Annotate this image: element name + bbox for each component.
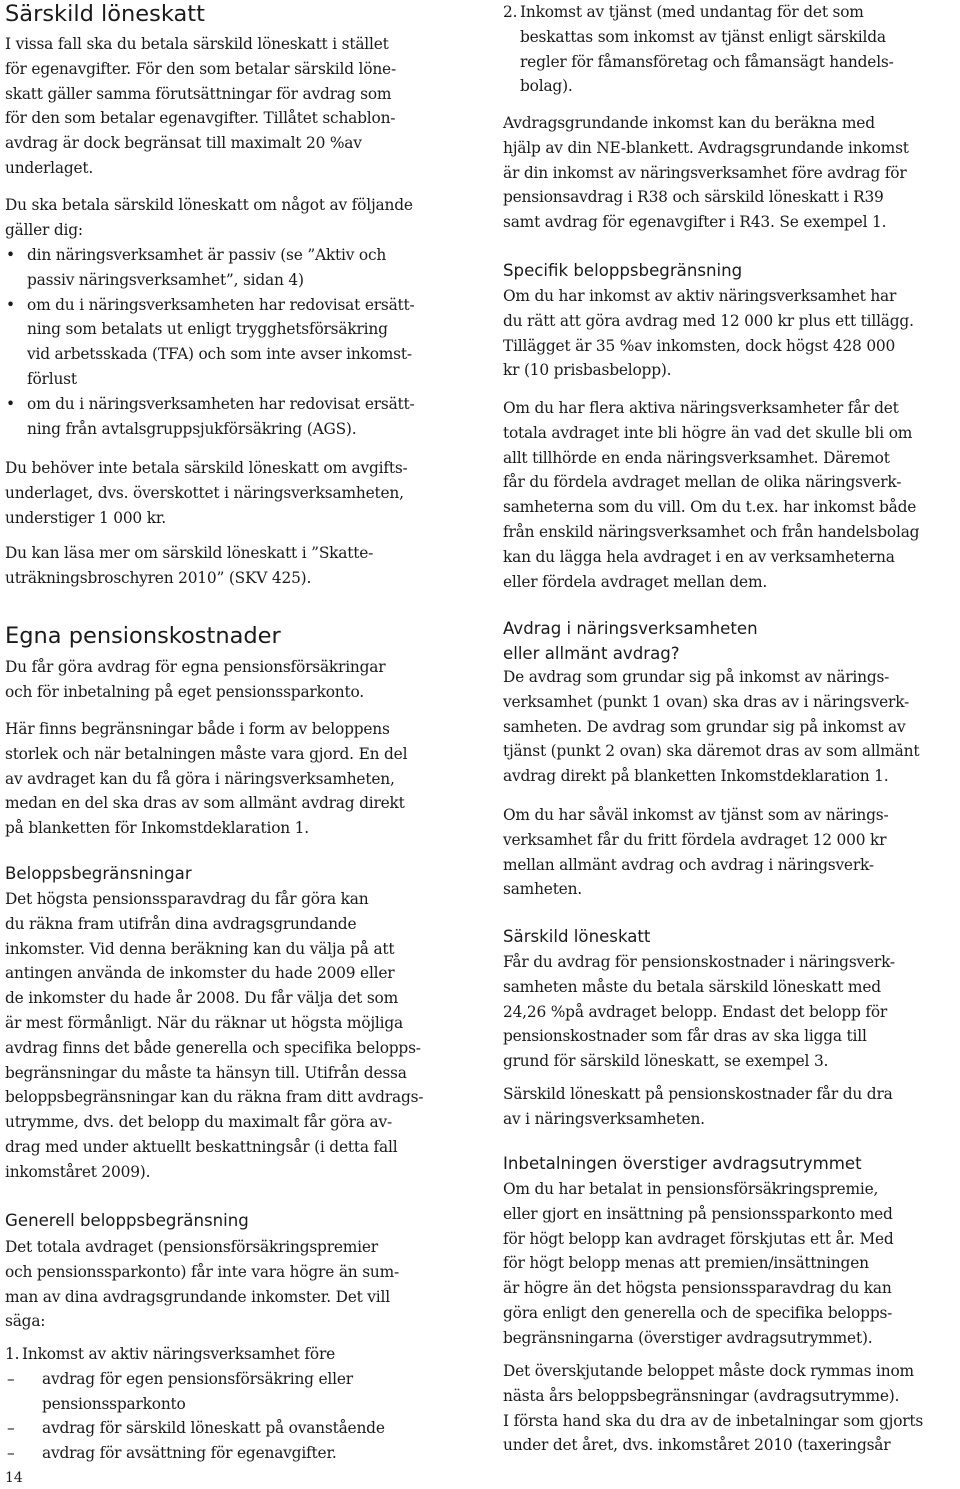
- paragraph: Om du har såväl inkomst av tjänst som av närings- verksamhet får du fritt fördela avdraget 12 000 kr mellan allmänt avdrag och avdrag i näringsverk- samheten.: [503, 806, 889, 899]
- paragraph: Det totala avdraget (pensionsförsäkringspremier och pensionssparkonto) får inte vara högre än sum- man av dina avdragsgrundande inkomster. Det vill säga:: [5, 1238, 400, 1331]
- bullet-list: [5, 243, 468, 441]
- list-item: – avdrag för egen pensionsförsäkring eller pensionssparkonto: [5, 1367, 468, 1417]
- page-number: 14: [5, 1470, 23, 1486]
- paragraph: Du kan läsa mer om särskild löneskatt i ”Skatte- uträkningsbroschyren 2010” (SKV 425).: [5, 544, 374, 587]
- section-title-avdrag-i-naringsverksamheten: Avdrag i näringsverksamheten eller allmänt avdrag?: [503, 619, 758, 663]
- paragraph: Om du har betalat in pensionsförsäkringspremie, eller gjort en insättning på pensionssparkonto med för högt belopp kan avdraget förskjutas ett år. Med för högt belopp menas att premien/insättningen är högre än det högsta pensionssparavdrag du kan göra enligt den generella och de specifika belopps- begränsningarna (överstiger avdragsutrymmet).: [503, 1180, 894, 1347]
- section-title-specifik-beloppsbegransning: Specifik beloppsbegränsning: [503, 261, 743, 280]
- paragraph: Här finns begränsningar både i form av beloppens storlek och när betalningen måste vara gjord. En del av avdraget kan du få göra i näringsverksamheten, medan en del ska dras av som allmänt avdrag direkt på blanketten för Inkomstdeklaration 1.: [5, 720, 408, 838]
- section-title-sarskild-loneskatt-2: Särskild löneskatt: [503, 927, 651, 946]
- section-title-beloppsbegransningar: Beloppsbegränsningar: [5, 864, 192, 883]
- list-item: • om du i näringsverksamheten har redovisat ersätt- ning som betalats ut enligt trygghetsförsäkring vid arbetsskada (TFA) och som inte avser inkomst- förlust: [5, 293, 468, 392]
- paragraph: Får du avdrag för pensionskostnader i näringsverk- samheten måste du betala särskild löneskatt med 24,26 %på avdraget belopp. Endast det belopp för pensionskostnader som får dras av ska ligga till grund för särskild löneskatt, se exempel 3.: [503, 953, 895, 1071]
- paragraph: Du behöver inte betala särskild löneskatt om avgifts- underlaget, dvs. överskottet i näringsverksamheten, understiger 1 000 kr.: [5, 459, 408, 527]
- numbered-item: [503, 0, 958, 99]
- section-title-generell-beloppsbegransning: Generell beloppsbegränsning: [5, 1211, 249, 1230]
- paragraph: Avdragsgrundande inkomst kan du beräkna med hjälp av din NE-blankett. Avdragsgrundande inkomst är din inkomst av näringsverksamhet före avdrag för pensionsavdrag i R38 och särskild löneskatt i R39 samt avdrag för egenavgifter i R43. Se exempel 1.: [503, 114, 909, 232]
- paragraph: Du ska betala särskild löneskatt om något av följande gäller dig:: [5, 196, 413, 239]
- section-title-egna-pensionskostnader: Egna pensionskostnader: [5, 623, 281, 649]
- paragraph: I vissa fall ska du betala särskild löneskatt i stället för egenavgifter. För den som betalar särskild löne- skatt gäller samma förutsättningar för avdrag som för den som betalar egenavgifter. Tillåtet schablon- avdrag är dock begränsat till maximalt 20 %av underlaget.: [5, 35, 396, 177]
- paragraph: Du får göra avdrag för egna pensionsförsäkringar och för inbetalning på eget pensionssparkonto.: [5, 658, 386, 701]
- numbered-item: [5, 1342, 468, 1466]
- list-item: • om du i näringsverksamheten har redovisat ersätt- ning från avtalsgruppsjukförsäkring (AGS).: [5, 392, 468, 442]
- paragraph: Om du har inkomst av aktiv näringsverksamhet har du rätt att göra avdrag med 12 000 kr plus ett tillägg. Tillägget är 35 %av inkomsten, dock högst 428 000 kr (10 prisbasbelopp).: [503, 287, 914, 380]
- list-item: 2. Inkomst av tjänst (med undantag för det som beskattas som inkomst av tjänst enligt särskilda regler för fåmansföretag och fåmansägt handels- bolag).: [503, 3, 894, 96]
- paragraph: Det överskjutande beloppet måste dock rymmas inom nästa års beloppsbegränsningar (avdragsutrymme). I första hand ska du dra av de inbetalningar som gjorts under det året, dvs. inkomståret 2010 (taxeringsår: [503, 1362, 924, 1455]
- section-title-inbetalningen: Inbetalningen överstiger avdragsutrymmet: [503, 1154, 862, 1173]
- paragraph: Om du har flera aktiva näringsverksamheter får det totala avdraget inte bli högre än vad det skulle bli om allt tillhörde en enda näringsverksamhet. Däremot får du fördela avdraget mellan de olika näringsverk- samheterna som du vill. Om du t.ex. har inkomst både från enskild näringsverksamhet och från handelsbolag kan du lägga hela avdraget i en av verksamheterna eller fördela avdraget mellan dem.: [503, 399, 920, 591]
- section-title-sarskild-loneskatt: Särskild löneskatt: [5, 1, 205, 27]
- list-item: – avdrag för särskild löneskatt på ovanstående: [5, 1416, 468, 1441]
- dash-list: [5, 1367, 468, 1466]
- paragraph: Det högsta pensionssparavdrag du får göra kan du räkna fram utifrån dina avdragsgrundande inkomster. Vid denna beräkning kan du välja på att antingen använda de inkomster du hade 2009 eller de inkomster du hade år 2008. Du får välja det som är mest förmånligt. När du räknar ut högsta möjliga avdrag finns det både generella och specifika belopps- begränsningar du måste ta hänsyn till. Utifrån dessa beloppsbegränsningar kan du räkna fram ditt avdrags- utrymme, dvs. det belopp du maximalt får göra av- drag med under aktuellt beskattningsår (i detta fall inkomståret 2009).: [5, 890, 424, 1181]
- list-item: • din näringsverksamhet är passiv (se ”Aktiv och passiv näringsverksamhet”, sidan 4): [5, 243, 468, 293]
- list-item: 1. Inkomst av aktiv näringsverksamhet före: [5, 1345, 336, 1363]
- list-item: – avdrag för avsättning för egenavgifter.: [5, 1441, 468, 1466]
- paragraph: Särskild löneskatt på pensionskostnader får du dra av i näringsverksamheten.: [503, 1085, 893, 1128]
- paragraph: De avdrag som grundar sig på inkomst av närings- verksamhet (punkt 1 ovan) ska dras av i näringsverk- samheten. De avdrag som grundar sig på inkomst av tjänst (punkt 2 ovan) ska däremot dras av som allmänt avdrag direkt på blanketten Inkomstdeklaration 1.: [503, 668, 920, 786]
